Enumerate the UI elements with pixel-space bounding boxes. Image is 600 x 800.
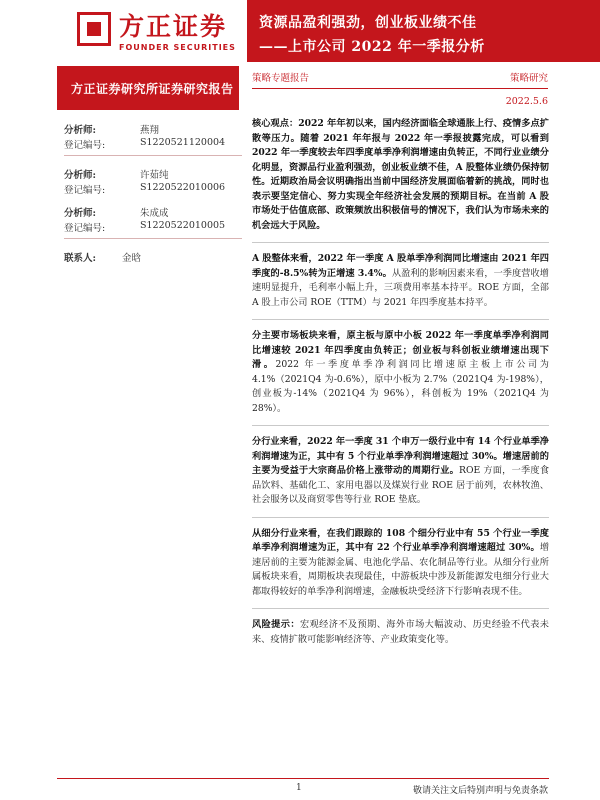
risk-paragraph	[252, 618, 549, 647]
contact-row	[64, 250, 242, 265]
paragraph-text: 2022 年一季度单季净利润同比增速原主板上市公司为 4.1%（2021Q4 为-0.6%），原中小板为 2.7%（2021Q4 为-198%），创业板为-14%（2021Q4 为 96%），科创板为 19%（2021Q4 为 28%）。	[252, 359, 549, 414]
board-paragraph	[252, 329, 549, 416]
analyst-reg-row	[64, 137, 242, 152]
paragraph-text: ROE 方面，一季度食品饮料、基础化工、家用电器以及煤炭行业 ROE 居于前列，农林牧渔、社会服务以及商贸零售等行业 ROE 垫底。	[252, 465, 550, 505]
divider	[252, 425, 549, 426]
report-subtitle: ——上市公司 2022 年一季报分析	[259, 39, 485, 55]
analyst-reg-row	[64, 182, 242, 197]
company-logo	[77, 12, 237, 56]
report-header	[0, 0, 600, 62]
analyst-reg-label: 登记编号:	[64, 140, 106, 151]
analyst-name: 许茹纯	[140, 170, 169, 181]
analyst-reg-label: 登记编号:	[64, 223, 106, 234]
market-overview-paragraph	[252, 252, 549, 310]
report-date: 2022.5.6	[505, 96, 548, 107]
divider	[252, 608, 549, 609]
sub-industry-paragraph	[252, 527, 549, 600]
title-banner	[247, 0, 600, 62]
core-view-paragraph	[252, 117, 549, 233]
contact-label: 联系人:	[64, 253, 97, 264]
footer-rule	[57, 778, 549, 779]
paragraph-text: 增速居前的主要为能源金属、电池化学品、农化制品等行业。从细分行业所属板块来看，周期板块表现最佳，中游板块中涉及新能源发电细分行业大都取得较好的单季净利润增速，金融板块受经济下行影响表现不佳。	[252, 542, 549, 597]
analyst-role-label: 分析师:	[64, 208, 97, 219]
report-type: 策略专题报告	[252, 73, 310, 84]
analyst-reg-row	[64, 220, 242, 235]
divider	[64, 155, 242, 156]
logo-text-cn: 方正证券	[119, 12, 228, 41]
analyst-name: 朱成成	[140, 208, 169, 219]
founder-logo-icon	[77, 12, 111, 46]
contact-name: 金晗	[122, 253, 142, 264]
industry-paragraph	[252, 435, 549, 508]
analyst-name: 燕翔	[140, 125, 160, 136]
paragraph-lead: 分主要市场板块来看，原主板与原中小板 2022 年一季度单季净利润同比增速较 2021 年四季度由负转正；创业板与科创板业绩增速出现下滑。	[252, 330, 549, 370]
analyst-role-row	[64, 205, 242, 220]
paragraph-lead: 分行业来看，2022 年一季度 31 个申万一级行业中有 14 个行业单季净利润增速为正，其中有 5 个行业单季净利润增速超过 30%。增速居前的主要为受益于大宗商品价格上涨带动的周期行业。	[252, 436, 549, 476]
divider	[252, 242, 549, 243]
analyst-reg-number: S1220522010005	[140, 220, 226, 231]
page-number: 1	[296, 783, 302, 793]
analyst-reg-label: 登记编号:	[64, 185, 106, 196]
paragraph-text: 核心观点：2022 年年初以来，国内经济面临全球通胀上行、疫情多点扩散等压力。随着 2021 年年报与 2022 年一季报披露完成，可以看到 2022 年一季度较去年四季度单季净利润增速由负转正，不同行业业绩分化明显，资源品行业盈利强劲，创业板业绩不佳，A 股整体业绩仍保持韧性。近期政治局会议明确指出当前中国经济发展面临着新的挑战，同时也表示要坚定信心、努力实现全年经济社会发展的预期目标。在当前 A 股市场处于估值底部、政策频放出积极信号的情况下，我们认为市场未来的机会远大于风险。	[252, 118, 549, 231]
divider	[252, 319, 549, 320]
header-rule	[252, 88, 548, 89]
analyst-role-label: 分析师:	[64, 170, 97, 181]
institute-label: 方正证券研究所证券研究报告	[71, 82, 234, 96]
analyst-role-label: 分析师:	[64, 125, 97, 136]
paragraph-lead: 从细分行业来看，在我们跟踪的 108 个细分行业中有 55 个行业一季度单季净利润增速为正，其中有 22 个行业单季净利润增速超过 30%。	[252, 527, 549, 553]
paragraph-text: 从盈利的影响因素来看，一季度营收增速明显提升，毛利率小幅上升，三项费用率基本持平。ROE 方面，全部 A 股上市公司 ROE（TTM）与 2021 年四季度基本持平。	[252, 267, 549, 308]
analyst-role-row	[64, 122, 242, 137]
institute-banner	[57, 66, 239, 110]
paragraph-lead: A 股整体来看，2022 年一季度 A 股单季净利润同比增速由 2021 年四季度的-8.5%转为正增速 3.4%。	[252, 253, 549, 279]
analyst-list	[64, 122, 242, 265]
analyst-reg-number: S1220521120004	[140, 137, 226, 148]
logo-text-en: FOUNDER SECURITIES	[119, 43, 236, 52]
report-body	[252, 117, 549, 656]
divider	[252, 517, 549, 518]
report-title: 资源品盈利强劲，创业板业绩不佳	[259, 15, 477, 31]
divider	[64, 238, 242, 239]
analyst-reg-number: S1220522010006	[140, 182, 226, 193]
analyst-role-row	[64, 167, 242, 182]
report-category: 策略研究	[509, 73, 548, 84]
paragraph-text: 宏观经济不及预期、海外市场大幅波动、历史经验不代表未来、疫情扩散可能影响经济等、产业政策变化等。	[252, 619, 549, 645]
disclaimer-note: 敬请关注文后特别声明与免责条款	[412, 786, 548, 796]
paragraph-lead: 风险提示：	[252, 619, 300, 630]
